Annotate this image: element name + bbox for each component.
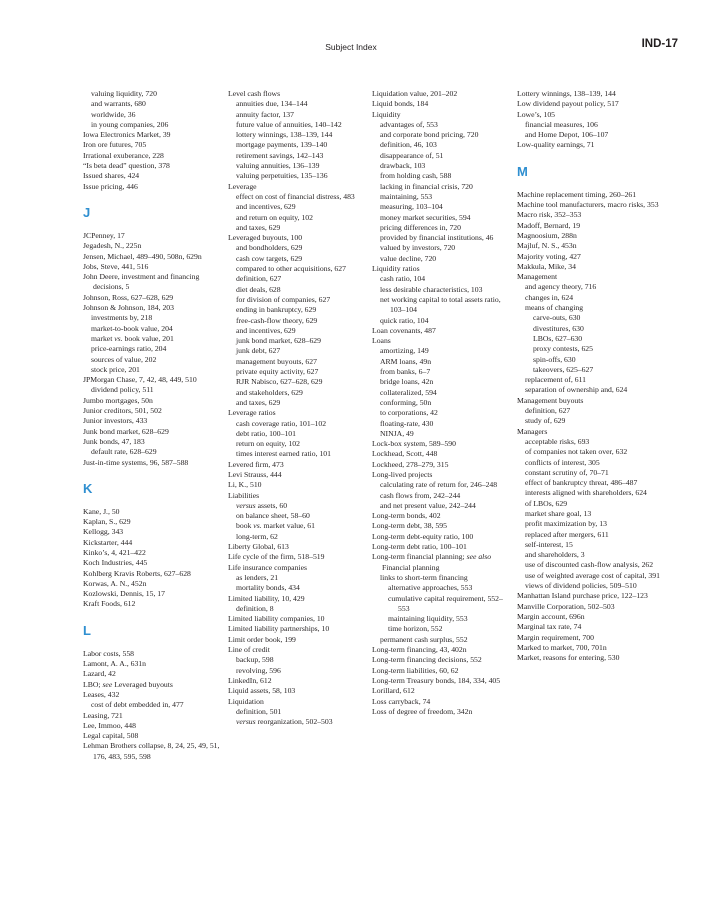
- index-subentry: annuity factor, 137: [236, 109, 294, 119]
- index-subentry: net working capital to total assets ratio, 103–104: [380, 294, 501, 315]
- section-letter-j: J: [83, 204, 91, 220]
- index-entry: Labor costs, 558: [83, 648, 135, 658]
- index-subentry: and return on equity, 102: [236, 212, 313, 222]
- index-column-3: [372, 89, 510, 717]
- index-subentry: cost of debt embedded in, 477: [91, 700, 184, 710]
- index-subentry: calculating rate of return for, 246–248: [380, 480, 498, 490]
- index-subentry: to corporations, 42: [380, 408, 438, 418]
- index-subentry: and corporate bond pricing, 720: [380, 130, 479, 140]
- index-entry: Kickstarter, 444: [83, 537, 133, 547]
- index-entry: Market, reasons for entering, 530: [517, 653, 620, 663]
- index-entry: Long-lived projects: [372, 469, 433, 479]
- index-entry: Liquidity: [372, 109, 401, 119]
- index-entry: Lowe’s, 105: [517, 109, 556, 119]
- index-entry: Leasing, 721: [83, 710, 123, 720]
- index-entry: Liberty Global, 613: [228, 542, 289, 552]
- index-entry: Junk bonds, 47, 183: [83, 436, 145, 446]
- index-subentry: and incentives, 629: [236, 202, 296, 212]
- index-entry: Levi Strauss, 444: [228, 469, 282, 479]
- index-subentry: changes in, 624: [525, 292, 574, 302]
- index-entry: LBO; see Leveraged buyouts: [83, 679, 173, 689]
- index-subentry: conflicts of interest, 305: [525, 457, 600, 467]
- index-entry: Madoff, Bernard, 19: [517, 220, 581, 230]
- index-entry: Lazard, 42: [83, 669, 116, 679]
- index-subentry: alternative approaches, 553: [388, 583, 473, 593]
- index-entry: Kaplan, S., 629: [83, 517, 131, 527]
- index-subentry: study of, 629: [525, 416, 566, 426]
- index-entry: Loss of degree of freedom, 342n: [372, 706, 473, 716]
- index-subentry: permanent cash surplus, 552: [380, 634, 468, 644]
- index-subentry: and bondholders, 629: [236, 243, 303, 253]
- index-subentry: market vs. book value, 201: [91, 333, 174, 343]
- index-subentry: retirement savings, 142–143: [236, 150, 324, 160]
- index-subentry: links to short-term financing: [380, 572, 468, 582]
- index-entry: Low dividend payout policy, 517: [517, 99, 619, 109]
- index-subentry: in young companies, 206: [91, 119, 169, 129]
- index-subentry: ARM loans, 49n: [380, 356, 432, 366]
- index-subentry: effect of bankruptcy threat, 486–487: [525, 478, 638, 488]
- index-entry: Lock-box system, 589–590: [372, 439, 456, 449]
- index-subentry: lottery winnings, 138–139, 144: [236, 130, 333, 140]
- index-subentry: and shareholders, 3: [525, 550, 585, 560]
- index-entry: Majority voting, 427: [517, 251, 581, 261]
- index-entry: Junk bond market, 628–629: [83, 426, 169, 436]
- section-letter-m: M: [517, 163, 528, 179]
- index-subentry: future value of annuities, 140–142: [236, 119, 342, 129]
- index-entry: Life cycle of the firm, 518–519: [228, 552, 325, 562]
- index-entry: Jensen, Michael, 489–490, 508n, 629n: [83, 251, 202, 261]
- index-subentry: and warrants, 680: [91, 99, 146, 109]
- index-subentry: return on equity, 102: [236, 439, 300, 449]
- index-subentry: and stakeholders, 629: [236, 387, 303, 397]
- index-entry: Margin requirement, 700: [517, 632, 594, 642]
- index-subentry: valuing perpetuities, 135–136: [236, 171, 328, 181]
- index-subentry: disappearance of, 51: [380, 150, 444, 160]
- index-subentry: investments by, 218: [91, 313, 153, 323]
- index-subentry: valuing liquidity, 720: [91, 89, 157, 98]
- index-subentry: time horizon, 552: [388, 624, 443, 634]
- index-column-1: [83, 89, 221, 762]
- index-entry: Lehman Brothers collapse, 8, 24, 25, 49, 51, 176, 483, 595, 598: [83, 741, 220, 761]
- index-entry: Marked to market, 700, 701n: [517, 642, 607, 652]
- index-entry: JCPenney, 17: [83, 230, 125, 240]
- index-entry: Leverage ratios: [228, 408, 276, 418]
- index-entry: Magnoosium, 288n: [517, 230, 577, 240]
- index-entry: Kane, J., 50: [83, 506, 120, 516]
- index-subentry: constant scrutiny of, 70–71: [525, 467, 609, 477]
- index-subentry: annuities due, 134–144: [236, 99, 308, 109]
- index-entry: Jegadesh, N., 225n: [83, 241, 142, 251]
- section-letter-k: K: [83, 480, 93, 496]
- index-entry: Life insurance companies: [228, 562, 307, 572]
- index-entry: Macro risk, 352–353: [517, 210, 582, 220]
- index-entry: Margin account, 696n: [517, 611, 585, 621]
- index-subentry: long-term, 62: [236, 531, 278, 541]
- index-subentry: money market securities, 594: [380, 212, 471, 222]
- index-entry: Limited liability companies, 10: [228, 614, 325, 624]
- index-entry: Manhattan Island purchase price, 122–123: [517, 591, 648, 601]
- index-subentry: interests aligned with shareholders, 624: [525, 488, 647, 498]
- index-subentry: RJR Nabisco, 627–628, 629: [236, 377, 323, 387]
- index-subentry: from holding cash, 588: [380, 171, 452, 181]
- index-subentry: dividend policy, 511: [91, 385, 154, 395]
- index-subentry: floating-rate, 430: [380, 418, 434, 428]
- index-entry: Line of credit: [228, 645, 270, 655]
- index-subentry: definition, 627: [236, 274, 282, 284]
- index-subentry: free-cash-flow theory, 629: [236, 315, 318, 325]
- index-subentry: market share goal, 13: [525, 508, 592, 518]
- index-entry: Kellogg, 343: [83, 527, 124, 537]
- index-subentry: and Home Depot, 106–107: [525, 130, 609, 140]
- index-subentry: collateralized, 594: [380, 387, 437, 397]
- index-entry: Johnson, Ross, 627–628, 629: [83, 292, 174, 302]
- index-entry: Iowa Electronics Market, 39: [83, 130, 171, 140]
- index-entry: Liabilities: [228, 490, 260, 500]
- index-subentry: backup, 598: [236, 655, 274, 665]
- index-subentry: sources of value, 202: [91, 354, 157, 364]
- index-subentry: divestitures, 630: [533, 323, 584, 333]
- index-entry: Lockheed, 278–279, 315: [372, 459, 449, 469]
- index-entry: Liquid bonds, 184: [372, 99, 429, 109]
- index-subentry: cash ratio, 104: [380, 274, 426, 284]
- index-subentry: and taxes, 629: [236, 397, 281, 407]
- index-entry: Long-term financing, 43, 402n: [372, 645, 467, 655]
- index-subentry: price-earnings ratio, 204: [91, 344, 167, 354]
- index-entry: Lockhead, Scott, 448: [372, 449, 438, 459]
- index-entry: Liquid assets, 58, 103: [228, 686, 296, 696]
- index-entry: Liquidity ratios: [372, 264, 420, 274]
- index-entry: Lottery winnings, 138–139, 144: [517, 89, 616, 98]
- index-subentry: junk debt, 627: [236, 346, 281, 356]
- index-subentry: proxy contests, 625: [533, 344, 593, 354]
- index-column-2: [228, 89, 366, 727]
- index-entry: Lamont, A. A., 631n: [83, 659, 146, 669]
- index-subentry: ending in bankruptcy, 629: [236, 305, 317, 315]
- index-subentry: from banks, 6–7: [380, 367, 431, 377]
- section-letter-l: L: [83, 622, 91, 638]
- index-subentry: financial measures, 106: [525, 119, 598, 129]
- index-subentry: mortgage payments, 139–140: [236, 140, 328, 150]
- index-entry: Just-in-time systems, 96, 587–588: [83, 457, 189, 467]
- index-subentry: profit maximization by, 13: [525, 519, 607, 529]
- index-subentry: of LBOs, 629: [525, 498, 568, 508]
- index-subentry: junk bond market, 628–629: [236, 336, 321, 346]
- index-entry: LinkedIn, 612: [228, 675, 272, 685]
- index-entry: Majluf, N. S., 453n: [517, 241, 577, 251]
- index-subentry: definition, 46, 103: [380, 140, 437, 150]
- index-entry: Manville Corporation, 502–503: [517, 601, 615, 611]
- index-entry: Long-term debt ratio, 100–101: [372, 542, 467, 552]
- index-entry: Irrational exuberance, 228: [83, 150, 164, 160]
- index-entry: Kinko’s, 4, 421–422: [83, 547, 146, 557]
- index-entry: Iron ore futures, 705: [83, 140, 147, 150]
- index-subentry: effect on cost of financial distress, 483: [236, 191, 355, 201]
- index-subentry: acceptable risks, 693: [525, 436, 590, 446]
- index-entry: Loans: [372, 336, 391, 346]
- index-entry: Long-term bonds, 402: [372, 511, 441, 521]
- index-column-4: [517, 89, 667, 663]
- index-entry: “Is beta dead” question, 378: [83, 161, 170, 171]
- index-subentry: replacement of, 611: [525, 375, 586, 385]
- index-entry: Long-term debt-equity ratio, 100: [372, 531, 474, 541]
- index-subentry: book vs. market value, 61: [236, 521, 315, 531]
- index-entry: Issue pricing, 446: [83, 181, 138, 191]
- index-subentry: for division of companies, 627: [236, 294, 331, 304]
- index-subentry: use of weighted average cost of capital, 391: [525, 570, 660, 580]
- index-entry: Korwas, A. N., 452n: [83, 578, 147, 588]
- index-entry: Jobs, Steve, 441, 516: [83, 261, 149, 271]
- index-subentry: revolving, 596: [236, 665, 281, 675]
- index-entry: Kozlowski, Dennis, 15, 17: [83, 589, 165, 599]
- index-entry: Liquidation: [228, 696, 264, 706]
- index-subentry: default rate, 628–629: [91, 447, 157, 457]
- index-subentry: pricing differences in, 720: [380, 222, 461, 232]
- index-entry: Jumbo mortgages, 50n: [83, 395, 153, 405]
- index-subentry: takeovers, 625–627: [533, 364, 594, 374]
- index-subentry: LBOs, 627–630: [533, 333, 583, 343]
- index-entry: Loan covenants, 487: [372, 325, 436, 335]
- index-entry: Kraft Foods, 612: [83, 599, 136, 609]
- index-subentry: separation of ownership and, 624: [525, 385, 628, 395]
- index-entry: Liquidation value, 201–202: [372, 89, 458, 98]
- index-subentry: carve-outs, 630: [533, 313, 581, 323]
- index-subentry: cash flows from, 242–244: [380, 490, 461, 500]
- index-subentry: management buyouts, 627: [236, 356, 317, 366]
- index-subentry: and agency theory, 716: [525, 282, 597, 292]
- index-entry: Managers: [517, 426, 548, 436]
- index-subentry: stock price, 201: [91, 364, 140, 374]
- index-subentry: of companies not taken over, 632: [525, 447, 628, 457]
- index-subentry: quick ratio, 104: [380, 315, 429, 325]
- index-entry: Long-term Treasury bonds, 184, 334, 405: [372, 675, 501, 685]
- index-subentry: definition, 501: [236, 706, 282, 716]
- index-subentry: valued by investors, 720: [380, 243, 456, 253]
- index-subentry: maintaining, 553: [380, 191, 433, 201]
- index-subentry: replaced after mergers, 611: [525, 529, 609, 539]
- index-entry: Limit order book, 199: [228, 634, 296, 644]
- index-entry: Leveraged buyouts, 100: [228, 233, 303, 243]
- index-subentry: and incentives, 629: [236, 325, 296, 335]
- index-subentry: value decline, 720: [380, 253, 437, 263]
- index-entry: Management: [517, 272, 558, 282]
- index-entry: Johnson & Johnson, 184, 203: [83, 303, 174, 313]
- index-subentry: bridge loans, 42n: [380, 377, 434, 387]
- index-subentry: mortality bonds, 434: [236, 583, 300, 593]
- index-subentry: valuing annuities, 136–139: [236, 161, 320, 171]
- page-header-title: Subject Index: [325, 42, 377, 52]
- index-entry: Junior investors, 433: [83, 416, 148, 426]
- index-entry: Li, K., 510: [228, 480, 262, 490]
- index-entry: Leverage: [228, 181, 257, 191]
- index-subentry: maintaining liquidity, 553: [388, 614, 468, 624]
- index-subentry: lacking in financial crisis, 720: [380, 181, 473, 191]
- index-subentry: measuring, 103–104: [380, 202, 443, 212]
- index-entry: Leases, 432: [83, 689, 120, 699]
- index-entry: Low-quality earnings, 71: [517, 140, 595, 150]
- index-entry: JPMorgan Chase, 7, 42, 48, 449, 510: [83, 375, 197, 385]
- index-subentry: drawback, 103: [380, 161, 426, 171]
- index-entry: Issued shares, 424: [83, 171, 140, 181]
- index-subentry: definition, 8: [236, 603, 274, 613]
- index-subentry: market-to-book value, 204: [91, 323, 173, 333]
- index-subentry: versus reorganization, 502–503: [236, 717, 333, 727]
- index-entry: Levered firm, 473: [228, 459, 284, 469]
- index-entry: Machine tool manufacturers, macro risks, 353: [517, 200, 659, 210]
- index-subentry: provided by financial institutions, 46: [380, 233, 494, 243]
- index-entry: Marginal tax rate, 74: [517, 622, 582, 632]
- index-entry: Makkula, Mike, 34: [517, 261, 576, 271]
- index-entry: Legal capital, 508: [83, 731, 139, 741]
- index-subentry: and taxes, 629: [236, 222, 281, 232]
- index-entry: Long-term liabilities, 60, 62: [372, 665, 459, 675]
- index-entry: Level cash flows: [228, 89, 281, 98]
- index-entry: Long-term financing decisions, 552: [372, 655, 482, 665]
- index-subentry: self-interest, 15: [525, 539, 573, 549]
- index-subentry: conforming, 50n: [380, 397, 432, 407]
- index-subentry: use of discounted cash-flow analysis, 262: [525, 560, 654, 570]
- index-subentry: means of changing: [525, 303, 584, 313]
- index-entry: Limited liability partnerships, 10: [228, 624, 330, 634]
- index-subentry: less desirable characteristics, 103: [380, 284, 483, 294]
- index-entry: John Deere, investment and financing decisions, 5: [83, 272, 200, 292]
- index-subentry: worldwide, 36: [91, 109, 136, 119]
- index-subentry: cumulative capital requirement, 552–553: [388, 593, 503, 613]
- index-entry: Lorillard, 612: [372, 686, 415, 696]
- index-subentry: as lenders, 21: [236, 572, 279, 582]
- index-subentry: cash cow targets, 629: [236, 253, 303, 263]
- index-subentry: and net present value, 242–244: [380, 500, 476, 510]
- index-entry: Junior creditors, 501, 502: [83, 406, 162, 416]
- index-entry: Koch Industries, 445: [83, 558, 148, 568]
- index-entry: Long-term debt, 38, 595: [372, 521, 447, 531]
- index-subentry: on balance sheet, 58–60: [236, 511, 310, 521]
- index-entry: Limited liability, 10, 429: [228, 593, 305, 603]
- index-subentry: definition, 627: [525, 406, 571, 416]
- index-entry: Long-term financial planning; see also Financial planning: [372, 552, 492, 572]
- index-subentry: versus assets, 60: [236, 500, 288, 510]
- index-entry: Management buyouts: [517, 395, 584, 405]
- index-subentry: times interest earned ratio, 101: [236, 449, 331, 459]
- index-subentry: private equity activity, 627: [236, 367, 319, 377]
- index-entry: Lee, Immoo, 448: [83, 720, 136, 730]
- index-subentry: spin-offs, 630: [533, 354, 576, 364]
- index-subentry: advantages of, 553: [380, 119, 438, 129]
- index-subentry: amortizing, 149: [380, 346, 429, 356]
- index-subentry: debt ratio, 100–101: [236, 428, 296, 438]
- index-subentry: NINJA, 49: [380, 428, 414, 438]
- index-subentry: views of dividend policies, 509–510: [525, 581, 637, 591]
- index-entry: Loss carryback, 74: [372, 696, 431, 706]
- index-entry: Machine replacement timing, 260–261: [517, 189, 637, 199]
- page-number: IND-17: [641, 38, 678, 50]
- index-subentry: cash coverage ratio, 101–102: [236, 418, 327, 428]
- index-subentry: compared to other acquisitions, 627: [236, 264, 346, 274]
- index-entry: Kohlberg Kravis Roberts, 627–628: [83, 568, 191, 578]
- index-subentry: diet deals, 628: [236, 284, 281, 294]
